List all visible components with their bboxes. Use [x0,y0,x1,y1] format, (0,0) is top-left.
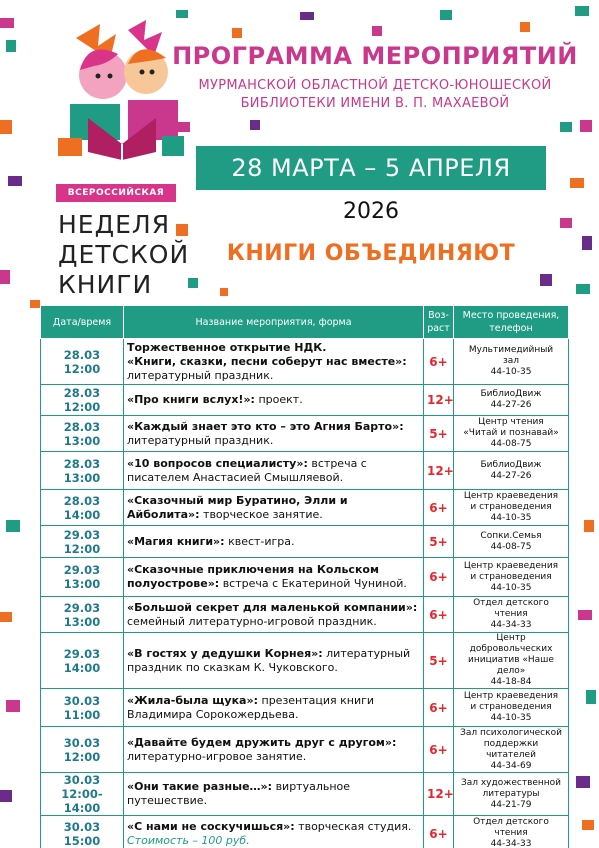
event-form: презентация книги Владимира Сорокожердьева. [127,693,375,721]
table-row [41,816,569,848]
place-line: читателей [486,749,536,760]
event-date: 28.03 [63,347,101,362]
logo-band: ВСЕРОССИЙСКАЯ [56,184,176,202]
event-title: «Магия книги»: [127,534,225,548]
event-datetime [41,816,124,848]
event-datetime [41,689,124,727]
place-line: зал [502,356,520,366]
place-line: БиблиоДвиж [480,459,542,470]
event-datetime [41,339,124,385]
place-line: и страноведения [470,702,552,712]
event-description [124,597,424,633]
table-row [41,689,569,727]
event-datetime [41,416,124,452]
confetti-square [520,22,530,32]
event-place [454,597,569,633]
event-description [124,452,424,490]
place-line: 44-10-35 [490,582,532,593]
event-date: 29.03 [63,600,101,615]
logo-line-1: НЕДЕЛЯ [58,210,171,239]
event-description [124,385,424,416]
event-datetime [41,490,124,526]
confetti-square [578,610,592,620]
age-rating: 5+ [424,633,454,689]
header-place: Место проведения, телефон [454,306,569,339]
place-line: Центр краеведения [463,560,559,571]
confetti-square [372,26,382,36]
event-date: 30.03 [63,693,101,708]
confetti-square [30,300,40,308]
confetti-square [176,10,188,18]
age-rating: 12+ [424,452,454,490]
event-datetime [41,385,124,416]
place-line: Зал художественной [460,777,562,788]
confetti-square [586,690,596,704]
confetti-square [575,6,589,16]
event-place [454,490,569,526]
header-event: Название мероприятия, форма [124,306,424,339]
place-line: Центр краеведения [463,691,559,701]
table-row [41,452,569,490]
place-line: и страноведения [470,571,552,582]
event-time: 13:00 [63,577,101,591]
event-form: квест-игра. [228,534,295,548]
event-date: 30.03 [63,819,101,834]
event-title: «Жила-была щука»: [127,693,258,707]
confetti-square [0,18,14,28]
event-date: 28.03 [63,386,101,400]
subtitle-line-2: БИБЛИОТЕКИ ИМЕНИ В. П. МАХАЕВОЙ [240,96,510,111]
table-row [41,526,569,558]
place-line: Отдел детского [473,598,549,608]
event-time: 12:00 [63,749,101,764]
place-line: 44-08-75 [490,439,532,449]
event-form: литературный праздник. [127,368,274,382]
event-place [454,773,569,816]
table-row [41,633,569,689]
event-time: 12:00-14:00 [61,787,103,815]
event-form: творческое занятие. [203,507,323,521]
event-date: 29.03 [63,563,101,577]
event-form: литературный праздник по сказкам К. Чуковского. [127,646,411,674]
table-row [41,385,569,416]
event-place [454,689,569,727]
event-date: 30.03 [63,773,101,787]
event-form: виртуальное путешествие. [127,780,351,807]
event-form: встреча с писателем Анастасией Смышляевой. [127,456,367,484]
event-title: «Большой секрет для маленькой компании»: [127,600,418,614]
place-line: Центр добровольческих [469,633,553,654]
event-time: 13:00 [63,614,101,629]
place-line: 44-34-33 [490,839,532,848]
confetti-square [6,40,16,52]
age-rating: 6+ [424,689,454,727]
event-form: литературно-игровое занятие. [127,749,307,763]
event-datetime [41,773,124,816]
event-form: семейный литературно-игровой праздник. [127,614,377,628]
place-line: чтения [494,828,528,838]
confetti-square [250,120,260,130]
confetti-square [576,284,590,294]
confetti-square [8,176,22,186]
event-description [124,490,424,526]
event-place [454,385,569,416]
place-line: 44-34-69 [490,760,532,771]
age-rating: 12+ [424,385,454,416]
event-date: 28.03 [63,419,101,434]
age-rating: 6+ [424,490,454,526]
event-time: 14:00 [63,507,101,522]
place-line: Мультимедийный [468,345,554,355]
confetti-square [560,218,572,228]
header-date: Дата/время [41,306,124,339]
event-description [124,558,424,597]
event-time: 12:00 [63,541,101,556]
confetti-square [580,120,592,132]
event-description [124,816,424,848]
confetti-square [220,288,228,296]
event-place [454,727,569,773]
slogan: КНИГИ ОБЪЕДИНЯЮТ [226,241,516,266]
event-place [454,816,569,848]
age-rating: 5+ [424,416,454,452]
event-place [454,558,569,597]
table-row [41,490,569,526]
event-time: 12:00 [63,361,101,376]
place-line: 44-27-26 [490,470,532,481]
age-rating: 6+ [424,339,454,385]
program-table [40,305,569,848]
event-price-note: Стоимость – 100 руб. [127,833,250,847]
event-datetime [41,526,124,558]
place-line: литературы [482,788,540,799]
event-place [454,339,569,385]
confetti-square [0,120,12,134]
place-line: 44-10-35 [490,513,532,523]
event-title: «С нами не соскучишься»: [127,819,295,833]
table-header-row [41,306,569,339]
event-description [124,727,424,773]
event-form: литературный праздник. [127,433,274,447]
event-datetime [41,727,124,773]
confetti-square [540,274,552,286]
event-date: 29.03 [63,527,101,542]
event-time: 15:00 [63,833,101,848]
confetti-square [584,520,594,532]
event-description [124,773,424,816]
event-time: 13:00 [63,470,101,485]
confetti-square [6,520,20,532]
place-line: 44-18-84 [490,677,532,687]
age-rating: 6+ [424,558,454,597]
confetti-square [300,12,314,20]
event-form: творческая студия. [298,819,412,833]
place-line: Отдел детского [473,817,549,827]
event-title: «Сказочный мир Буратино, Элли и Айболита»: [127,493,348,521]
event-description [124,633,424,689]
event-description [124,526,424,558]
place-line: инициатив «Наше дело» [468,655,554,676]
place-line: 44-10-35 [490,713,532,723]
event-title: «Давайте будем дружить друг с другом»: [127,735,397,749]
event-time: 11:00 [63,707,101,722]
table-row [41,416,569,452]
event-place [454,452,569,490]
table-row [41,773,569,816]
event-date: 29.03 [63,646,101,661]
event-datetime [41,452,124,490]
confetti-square [440,10,452,20]
place-line: БиблиоДвиж [480,389,542,399]
place-line: «Читай и познавай» [463,428,559,438]
place-line: поддержки [483,738,539,749]
place-line: Центр краеведения [463,491,559,501]
event-title: «В гостях у дедушки Корнея»: [127,646,323,660]
place-line: 44-27-26 [490,400,532,410]
event-title: «Сказочные приключения на Кольском полуострове»: [127,563,379,590]
event-opening: Торжественное открытие НДК. [127,340,327,354]
event-title: «Книги, сказки, песни соберут нас вместе»: [127,354,407,368]
subtitle-line-1: МУРМАНСКОЙ ОБЛАСТНОЙ ДЕТСКО-ЮНОШЕСКОЙ [198,78,552,93]
event-time: 13:00 [63,433,101,448]
confetti-square [0,790,12,802]
place-line: 44-34-33 [490,620,532,630]
confetti-square [576,776,590,788]
event-datetime [41,597,124,633]
event-form: проект. [258,393,303,406]
confetti-square [582,820,594,830]
event-datetime [41,633,124,689]
age-rating: 6+ [424,727,454,773]
event-date: 28.03 [63,493,101,508]
page-title: ПРОГРАММА МЕРОПРИЯТИЙ [172,42,578,70]
event-time: 12:00 [63,400,101,414]
event-title: «10 вопросов специалисту»: [127,456,308,470]
place-line: Зал психологической [460,727,562,738]
age-rating: 12+ [424,773,454,816]
place-line: чтения [494,609,528,619]
event-description [124,416,424,452]
place-line: Сопки.Семья [480,530,542,541]
table-row [41,727,569,773]
event-place [454,633,569,689]
event-title: «Каждый знает это кто – это Агния Барто»: [127,419,404,433]
event-datetime [41,558,124,597]
table-row [41,558,569,597]
event-title: «Они такие разные…»: [127,780,273,793]
place-line: Центр чтения [478,417,544,427]
confetti-square [582,236,592,250]
confetti-square [6,700,20,712]
event-time: 14:00 [63,660,101,675]
confetti-square [0,612,12,622]
place-line: 44-21-79 [490,799,532,810]
header-age: Воз- раст [424,306,454,339]
place-line: 44-10-35 [490,367,532,377]
age-rating: 6+ [424,597,454,633]
date-range-banner: 28 МАРТА – 5 АПРЕЛЯ [196,146,546,190]
event-description [124,339,424,385]
event-place [454,526,569,558]
confetti-square [570,178,584,188]
age-rating: 6+ [424,816,454,848]
event-title: «Про книги вслух!»: [127,393,255,406]
logo-line-2: ДЕТСКОЙ [58,240,190,269]
place-line: 44-08-75 [490,541,532,552]
logo-line-3: КНИГИ [58,270,153,299]
event-date: 30.03 [63,735,101,750]
confetti-square [232,28,242,38]
place-line: и страноведения [470,502,552,512]
confetti-square [0,270,10,284]
table-row [41,339,569,385]
year: 2026 [343,199,399,224]
table-row [41,597,569,633]
event-description [124,689,424,727]
event-form: встреча с Екатериной Чуниной. [222,577,407,590]
event-date: 28.03 [63,456,101,471]
event-place [454,416,569,452]
confetti-square [560,122,572,132]
age-rating: 5+ [424,526,454,558]
